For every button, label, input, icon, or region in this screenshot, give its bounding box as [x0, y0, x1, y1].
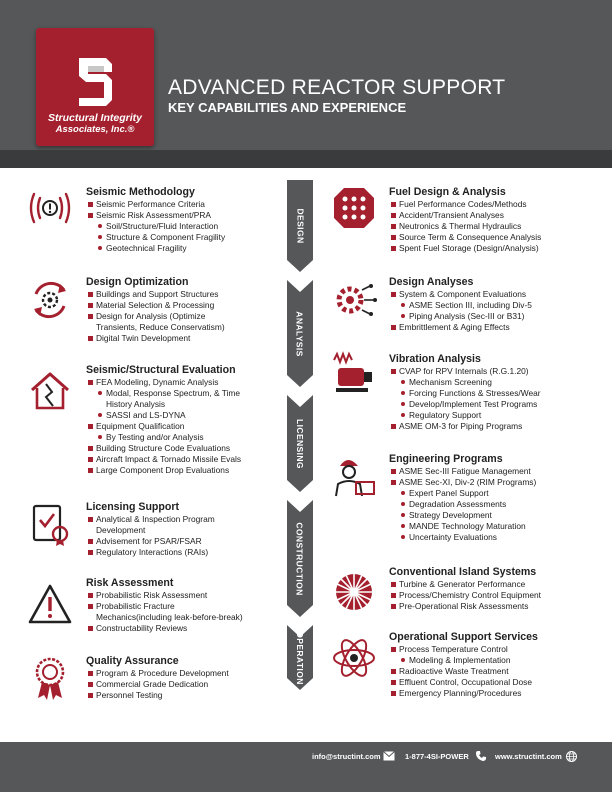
warning-icon — [26, 580, 74, 628]
bullet-list — [86, 289, 282, 344]
header-divider — [0, 150, 612, 168]
section-title: Quality Assurance — [86, 655, 179, 667]
bullet-list — [86, 514, 282, 558]
section-title: Seismic/Structural Evaluation — [86, 364, 236, 376]
license-icon — [26, 500, 74, 548]
list-item: Develop/Implement Test Programs — [389, 399, 599, 410]
list-item: Accident/Transient Analyses — [389, 210, 599, 221]
section-title: Licensing Support — [86, 501, 179, 513]
list-item: MANDE Technology Maturation — [389, 521, 599, 532]
page-title: ADVANCED REACTOR SUPPORT — [168, 76, 506, 99]
phone-icon — [476, 751, 486, 761]
logo-line-1: Structural Integrity — [48, 112, 142, 124]
list-item: Analytical & Inspection Program — [86, 514, 282, 525]
bullet-list — [86, 377, 282, 476]
list-item: Process Temperature Control — [389, 644, 599, 655]
bullet-list — [86, 590, 282, 634]
turbine-icon — [330, 568, 378, 616]
list-item: Process/Chemistry Control Equipment — [389, 590, 599, 601]
list-item: Spent Fuel Storage (Design/Analysis) — [389, 243, 599, 254]
bullet-list — [389, 579, 599, 612]
list-item: Degradation Assessments — [389, 499, 599, 510]
list-item: Probabilistic Fracture — [86, 601, 282, 612]
section-title: Conventional Island Systems — [389, 566, 537, 578]
list-item: Emergency Planning/Procedures — [389, 688, 599, 699]
list-item: Fuel Performance Codes/Methods — [389, 199, 599, 210]
list-item: History Analysis — [106, 399, 166, 409]
globe-icon — [566, 751, 577, 762]
footer-email[interactable]: info@structint.com — [312, 752, 381, 761]
footer-website[interactable]: www.structint.com — [495, 752, 562, 761]
list-item: Transients, Reduce Conservatism) — [96, 322, 225, 332]
fuel-icon — [330, 184, 378, 232]
list-item: System & Component Evaluations — [389, 289, 599, 300]
seismic-icon — [26, 184, 74, 232]
page-footer — [0, 742, 612, 792]
footer-phone[interactable]: 1-877-4SI-POWER — [405, 752, 469, 761]
section-quality-assurance — [86, 655, 282, 701]
list-item: Geotechnical Fragility — [86, 243, 282, 254]
list-item: Radioactive Waste Treatment — [389, 666, 599, 677]
section-title: Design Optimization — [86, 276, 189, 288]
list-item: Seismic Risk Assessment/PRA — [86, 210, 282, 221]
list-item: Commercial Grade Dedication — [86, 679, 282, 690]
section-seismic-structural-evaluation — [86, 364, 282, 476]
timeline-operation: OPERATION — [295, 630, 306, 685]
list-item: ASME OM-3 for Piping Programs — [389, 421, 599, 432]
list-item: Modal, Response Spectrum, & Time — [86, 388, 282, 399]
company-logo — [36, 28, 154, 146]
section-title: Fuel Design & Analysis — [389, 186, 506, 198]
list-item: ASME Section III, including Div-5 — [389, 300, 599, 311]
list-item: Material Selection & Processing — [86, 300, 282, 311]
list-item: Personnel Testing — [86, 690, 282, 701]
bullet-list — [389, 644, 599, 699]
logo-line-2: Associates, Inc.® — [55, 124, 135, 135]
list-item: Development — [96, 525, 146, 535]
list-item: Uncertainty Evaluations — [389, 532, 599, 543]
section-fuel-design — [389, 186, 599, 254]
list-item: Seismic Performance Criteria — [86, 199, 282, 210]
timeline-analysis: ANALYSIS — [295, 310, 305, 357]
list-item: Structure & Component Fragility — [86, 232, 282, 243]
timeline-construction: CONSTRUCTION — [295, 521, 305, 596]
list-item: Program & Procedure Development — [86, 668, 282, 679]
list-item: FEA Modeling, Dynamic Analysis — [86, 377, 282, 388]
list-item: Building Structure Code Evaluations — [86, 443, 282, 454]
section-title: Engineering Programs — [389, 453, 503, 465]
list-item: Modeling & Implementation — [389, 655, 599, 666]
engineer-icon — [330, 452, 378, 500]
list-item: ASME Sec-XI, Div-2 (RIM Programs) — [389, 477, 599, 488]
list-item: Design for Analysis (Optimize — [86, 311, 282, 322]
list-item: Constructability Reviews — [86, 623, 282, 634]
page-header — [0, 0, 612, 150]
list-item: Forcing Functions & Stresses/Wear — [389, 388, 599, 399]
section-title: Vibration Analysis — [389, 353, 481, 365]
list-item: Expert Panel Support — [389, 488, 599, 499]
award-icon — [26, 654, 74, 702]
list-item: Neutronics & Thermal Hydraulics — [389, 221, 599, 232]
bullet-list — [86, 199, 282, 254]
list-item: Embrittlement & Aging Effects — [389, 322, 599, 333]
bullet-list — [389, 289, 599, 333]
logo-mark-icon — [76, 54, 114, 106]
section-seismic-methodology — [86, 186, 282, 254]
page-subtitle: KEY CAPABILITIES AND EXPERIENCE — [168, 100, 407, 115]
list-item: Effluent Control, Occupational Dose — [389, 677, 599, 688]
list-item: Strategy Development — [389, 510, 599, 521]
section-title: Design Analyses — [389, 276, 474, 288]
list-item: Equipment Qualification — [86, 421, 282, 432]
bullet-list — [389, 199, 599, 254]
bullet-list — [389, 466, 599, 543]
list-item: Aircraft Impact & Tornado Missile Evals — [86, 454, 282, 465]
bullet-list — [86, 668, 282, 701]
list-item: ASME Sec-III Fatigue Management — [389, 466, 599, 477]
section-conventional-island — [389, 566, 599, 612]
vibration-icon — [330, 350, 378, 398]
list-item: SASSI and LS-DYNA — [86, 410, 282, 421]
house-seismic-icon — [26, 366, 74, 414]
section-title: Seismic Methodology — [86, 186, 195, 198]
list-item: Digital Twin Development — [86, 333, 282, 344]
timeline-licensing: LICENSING — [295, 418, 306, 469]
section-engineering-programs — [389, 453, 599, 543]
list-item: Piping Analysis (Sec-III or B31) — [389, 311, 599, 322]
list-item: CVAP for RPV Internals (R.G.1.20) — [389, 366, 599, 377]
optimization-icon — [26, 276, 74, 324]
section-risk-assessment — [86, 577, 282, 634]
list-item: Buildings and Support Structures — [86, 289, 282, 300]
section-licensing-support — [86, 501, 282, 558]
list-item: Mechanics(including leak-before-break) — [96, 612, 243, 622]
list-item: By Testing and/or Analysis — [86, 432, 282, 443]
list-item: Large Component Drop Evaluations — [86, 465, 282, 476]
section-vibration-analysis — [389, 353, 599, 432]
section-title: Operational Support Services — [389, 631, 538, 643]
list-item: Probabilistic Risk Assessment — [86, 590, 282, 601]
list-item: Pre-Operational Risk Assessments — [389, 601, 599, 612]
bullet-list — [389, 366, 599, 432]
list-item: Turbine & Generator Performance — [389, 579, 599, 590]
list-item: Soil/Structure/Fluid Interaction — [86, 221, 282, 232]
section-title: Risk Assessment — [86, 577, 174, 589]
list-item: Regulatory Support — [389, 410, 599, 421]
timeline-design: DESIGN — [295, 208, 305, 244]
gear-circuit-icon — [330, 276, 378, 324]
section-design-analyses — [389, 276, 599, 333]
lifecycle-timeline — [287, 180, 313, 690]
list-item: Advisement for PSAR/FSAR — [86, 536, 282, 547]
email-icon — [383, 751, 395, 761]
section-design-optimization — [86, 276, 282, 344]
atom-icon — [330, 634, 378, 682]
list-item: Regulatory Interactions (RAIs) — [86, 547, 282, 558]
list-item: Mechanism Screening — [389, 377, 599, 388]
section-operational-support — [389, 631, 599, 699]
list-item: Source Term & Consequence Analysis — [389, 232, 599, 243]
